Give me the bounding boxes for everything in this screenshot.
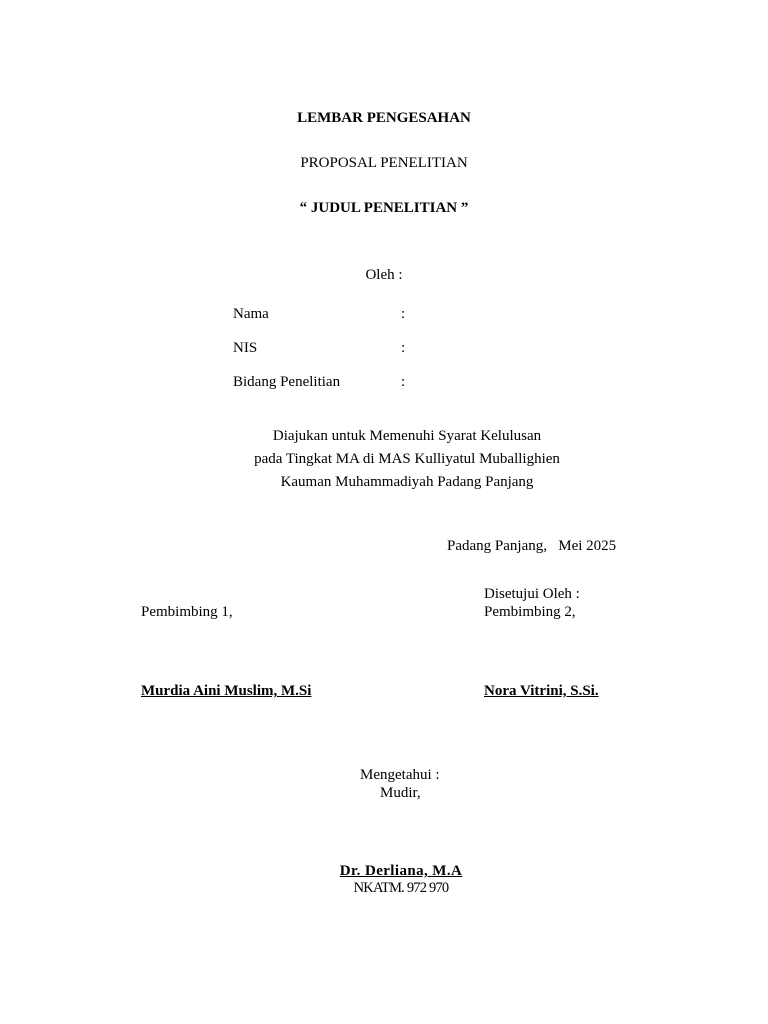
field-colon-name: :	[401, 306, 406, 322]
field-colon-research-field: :	[401, 374, 406, 390]
purpose-line-2: pada Tingkat MA di MAS Kulliyatul Muballighien	[254, 451, 560, 467]
purpose-line-1: Diajukan untuk Memenuhi Syarat Kelulusan	[272, 428, 542, 444]
head-id-number: NKATM. 972 970	[353, 880, 449, 896]
page-title: LEMBAR PENGESAHAN	[297, 110, 471, 126]
research-title: “ JUDUL PENELITIAN ”	[299, 200, 469, 216]
head-label: Mudir,	[380, 785, 421, 801]
field-label-nis: NIS	[233, 340, 258, 356]
advisor-2-name: Nora Vitrini, S.Si.	[484, 683, 599, 699]
acknowledged-label: Mengetahui :	[360, 767, 440, 783]
by-label: Oleh :	[365, 267, 403, 283]
field-colon-nis: :	[401, 340, 406, 356]
document-subtitle: PROPOSAL PENELITIAN	[300, 155, 468, 171]
advisor-1-name: Murdia Aini Muslim, M.Si	[141, 683, 312, 699]
field-label-research-field: Bidang Penelitian	[233, 374, 341, 390]
advisor-1-label: Pembimbing 1,	[141, 604, 233, 620]
place-date: Padang Panjang, Mei 2025	[447, 538, 617, 554]
advisor-2-label: Pembimbing 2,	[484, 604, 576, 620]
field-label-name: Nama	[233, 306, 269, 322]
approved-by-label: Disetujui Oleh :	[484, 586, 580, 602]
purpose-line-3: Kauman Muhammadiyah Padang Panjang	[280, 474, 534, 490]
head-name: Dr. Derliana, M.A	[339, 863, 463, 879]
